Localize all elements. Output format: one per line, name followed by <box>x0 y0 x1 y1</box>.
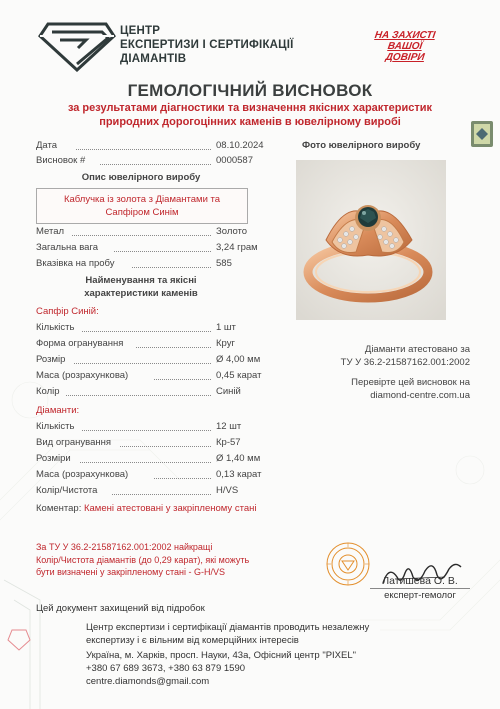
org-line-1: ЦЕНТР <box>120 25 161 37</box>
sapphire-size-value: Ø 4,00 мм <box>216 354 261 365</box>
verify-note <box>300 376 470 402</box>
diamonds-qty-row <box>36 421 256 434</box>
diamonds-mass-label: Маса (розрахункова) <box>36 469 129 480</box>
ring-photo-icon <box>296 160 446 320</box>
contacts <box>86 649 476 688</box>
item-photo <box>296 160 446 320</box>
disclaimer-line-1: Центр експертизи і сертифікації діамантів проводить незалежну <box>86 622 370 633</box>
sapphire-qty-value: 1 шт <box>216 322 236 333</box>
expert-name: Латишева О. В. <box>382 575 458 587</box>
diamonds-cut-value: Кр-57 <box>216 437 241 448</box>
subtitle-line-2: природних дорогоцінних каменів в ювелірному виробі <box>99 116 401 128</box>
verify-link[interactable]: diamond-centre.com.ua <box>370 390 470 401</box>
company-logo-icon <box>38 20 116 72</box>
weight-value: 3,24 грам <box>216 242 258 253</box>
org-line-3: ДІАМАНТІВ <box>120 53 187 65</box>
metal-label: Метал <box>36 226 65 237</box>
item-heading: Опис ювелірного виробу <box>81 172 201 183</box>
diamonds-mass-value: 0,13 карат <box>216 469 262 480</box>
footnote-line-1: За ТУ У 36.2-21587162.001:2002 найкращі <box>36 542 213 552</box>
diamonds-cut-label: Вид огранування <box>36 437 111 448</box>
footnote <box>36 541 316 579</box>
diamonds-size-row <box>36 453 261 466</box>
attestation-note <box>300 343 470 369</box>
item-desc-line-2: Сапфіром Синім <box>105 207 179 218</box>
comment-label: Коментар: <box>36 503 82 514</box>
sapphire-mass-label: Маса (розрахункова) <box>36 370 129 381</box>
sapphire-qty-row <box>36 322 256 335</box>
slogan-line-3: ДОВІРИ <box>384 52 426 63</box>
sapphire-color-value: Синій <box>216 386 241 397</box>
diamonds-cut-row <box>36 437 256 450</box>
sapphire-heading: Сапфір Синій: <box>36 306 99 317</box>
organization-name <box>120 24 294 66</box>
sapphire-cut-label: Форма огранування <box>36 338 124 349</box>
hallmark-label: Вказівка на пробу <box>36 258 115 269</box>
sapphire-color-label: Колір <box>36 386 60 397</box>
slogan-stamp <box>360 30 450 64</box>
subtitle-line-1: за результатами діагностики та визначення якісних характеристик <box>67 102 433 114</box>
sapphire-mass-row <box>36 370 262 383</box>
document-subtitle <box>30 101 470 129</box>
item-description-box <box>36 188 248 224</box>
footnote-line-3: бути визначені у закріпленому стані - G-H/VS <box>36 567 225 577</box>
document-title: ГЕМОЛОГІЧНИЙ ВИСНОВОК <box>127 81 373 100</box>
item-description <box>37 193 247 219</box>
stones-heading <box>36 274 246 300</box>
attest-line-1: Діаманти атестовано за <box>364 344 470 355</box>
attest-line-2: ТУ У 36.2-21587162.001:2002 <box>340 357 470 368</box>
official-seal-icon <box>325 541 371 587</box>
date-row <box>36 140 264 153</box>
diamonds-qty-label: Кількість <box>36 421 75 432</box>
contact-address: Україна, м. Харків, просп. Науки, 43а, Офісний центр "PIXEL" <box>86 650 357 661</box>
sapphire-color-row <box>36 386 256 399</box>
sapphire-cut-value: Круг <box>216 338 235 349</box>
diamonds-qty-value: 12 шт <box>216 421 242 432</box>
org-line-2: ЕКСПЕРТИЗИ І СЕРТИФІКАЦІЇ <box>120 39 294 51</box>
stones-heading-line-2: характеристики каменів <box>84 288 198 299</box>
diamonds-color-label: Колір/Чистота <box>36 485 98 496</box>
hologram-sticker-icon <box>470 120 494 148</box>
hallmark-value: 585 <box>216 258 232 269</box>
number-label: Висновок # <box>36 155 86 166</box>
diamonds-size-value: Ø 1,40 мм <box>216 453 261 464</box>
metal-row <box>36 226 256 239</box>
diamond-outline-icon <box>8 630 30 650</box>
disclaimer <box>86 621 466 647</box>
disclaimer-line-2: експертизу і є вільним від комерційних інтересів <box>86 635 299 646</box>
slogan-line-1: НА ЗАХИСТІ <box>373 30 437 41</box>
comment-row <box>36 503 256 514</box>
sapphire-qty-label: Кількість <box>36 322 75 333</box>
sapphire-cut-row <box>36 338 256 351</box>
verify-line-1: Перевірте цей висновок на <box>351 377 470 388</box>
expert-role: експерт-гемолог <box>370 588 470 601</box>
metal-value: Золото <box>216 226 248 237</box>
contact-phones[interactable]: +380 67 689 3673, +380 63 879 1590 <box>86 663 246 674</box>
stones-heading-line-1: Найменування та якісні <box>85 275 197 286</box>
date-label: Дата <box>36 140 58 151</box>
weight-label: Загальна вага <box>36 242 98 253</box>
footnote-line-2: Колір/Чистота діамантів (до 0,29 карат), які можуть <box>36 554 250 565</box>
diamonds-mass-row <box>36 469 262 482</box>
slogan-line-2: ВАШОЇ <box>387 41 423 52</box>
contact-email[interactable]: centre.diamonds@gmail.com <box>86 676 210 687</box>
number-row <box>36 155 256 168</box>
comment-value: Камені атестовані у закріпленому стані <box>83 503 257 514</box>
diamonds-size-label: Розміри <box>36 453 71 464</box>
number-value: 0000587 <box>216 155 253 166</box>
diamonds-color-row <box>36 485 256 498</box>
diamonds-heading: Діаманти: <box>36 405 80 416</box>
sapphire-size-row <box>36 354 261 367</box>
protection-note: Цей документ захищений від підробок <box>36 603 205 614</box>
item-desc-line-1: Каблучка із золота з Діамантами та <box>63 194 221 205</box>
sapphire-mass-value: 0,45 карат <box>216 370 262 381</box>
hallmark-row <box>36 258 256 271</box>
diamonds-color-value: H/VS <box>216 485 239 496</box>
date-value: 08.10.2024 <box>216 140 264 151</box>
weight-row <box>36 242 256 255</box>
sapphire-size-label: Розмір <box>36 354 66 365</box>
photo-label: Фото ювелірного виробу <box>302 140 421 151</box>
